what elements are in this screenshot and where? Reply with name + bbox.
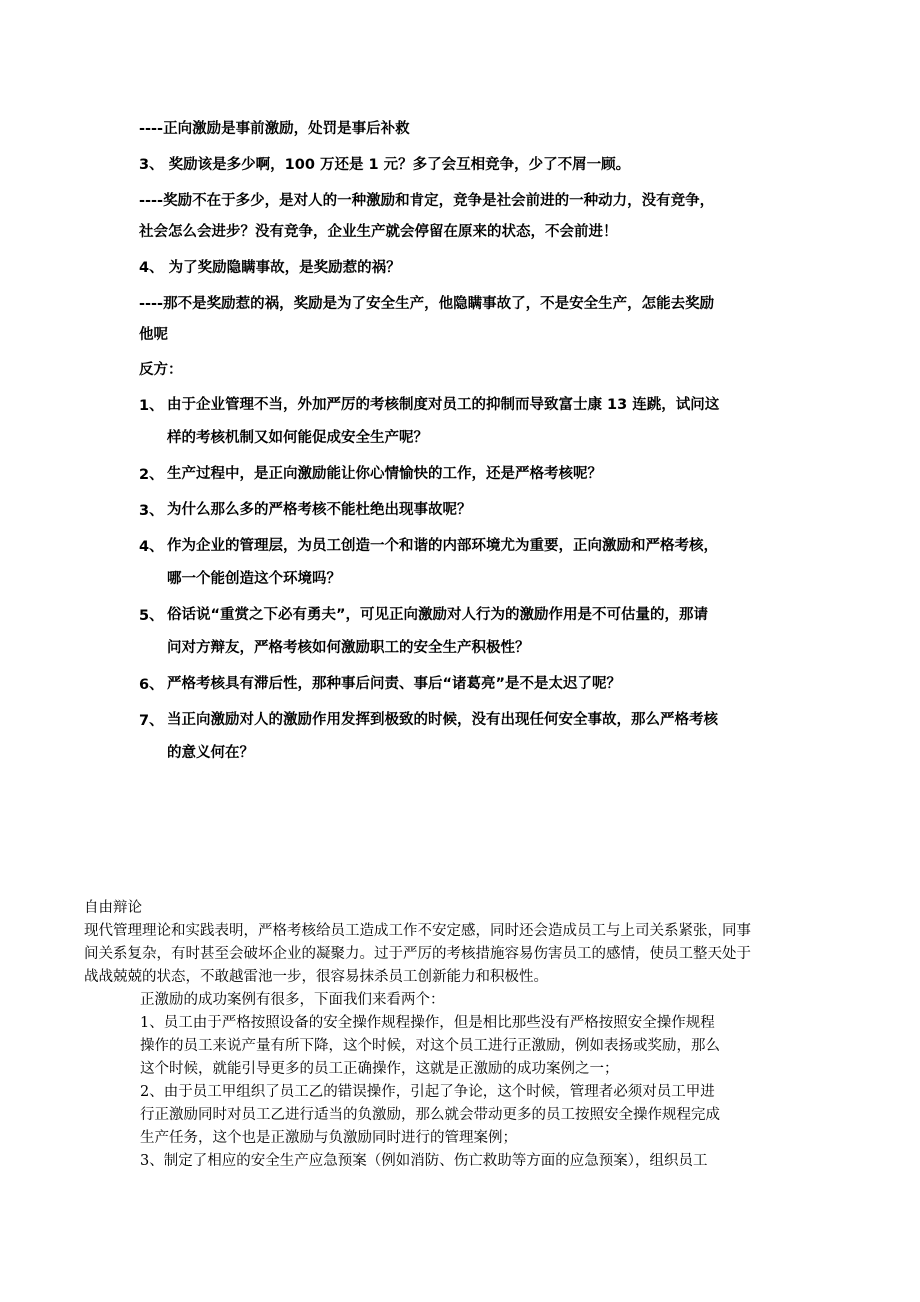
list-item bbox=[139, 604, 809, 659]
paragraph-line: 1、员工由于严格按照设备的安全操作规程操作，但是相比那些没有严格按照安全操作规程 bbox=[140, 1015, 715, 1031]
paragraph-line: 生产任务，这个也是正激励与负激励同时进行的管理案例； bbox=[140, 1130, 517, 1146]
paragraph-line: 3、制定了相应的安全生产应急预案（例如消防、伤亡救助等方面的应急预案），组织员工 bbox=[140, 1153, 708, 1169]
answer-3-line-2: 社会怎么会进步？没有竞争，企业生产就会停留在原来的状态，不会前进！ bbox=[139, 224, 618, 240]
answer-4-line-2: 他呢 bbox=[139, 327, 168, 343]
list-item-text: 为什么那么多的严格考核不能杜绝出现事故呢？ bbox=[167, 502, 472, 518]
section-heading: 自由辩论 bbox=[84, 900, 142, 916]
question-3: 3、 奖励该是多少啊，100 万还是 1 元？多了会互相竞争，少了不屑一顾。 bbox=[139, 157, 631, 173]
list-item-text: 哪一个能创造这个环境吗？ bbox=[167, 571, 341, 587]
list-item-text: 的意义何在？ bbox=[167, 745, 254, 761]
list-item bbox=[139, 673, 809, 695]
answer-3-line-1: ----奖励不在于多少，是对人的一种激励和肯定，竞争是社会前进的一种动力，没有竞争， bbox=[139, 193, 715, 209]
opposition-list bbox=[139, 394, 809, 764]
list-item bbox=[139, 463, 809, 485]
list-item-text: 作为企业的管理层，为员工创造一个和谐的内部环境尤为重要，正向激励和严格考核， bbox=[167, 538, 718, 554]
list-item-number: 7、 bbox=[139, 713, 164, 729]
paragraph-line: 这个时候，就能引导更多的员工正确操作，这就是正激励的成功案例之一； bbox=[140, 1061, 619, 1077]
list-item-number: 2、 bbox=[139, 467, 164, 483]
list-item-text: 俗话说“重赏之下必有勇夫”，可见正向激励对人行为的激励作用是不可估量的，那请 bbox=[167, 607, 709, 623]
list-item bbox=[139, 499, 809, 521]
paragraph-line: 现代管理理论和实践表明，严格考核给员工造成工作不安定感，同时还会造成员工与上司关系紧张，同事 bbox=[84, 923, 751, 939]
list-item-text: 生产过程中，是正向激励能让你心情愉快的工作，还是严格考核呢？ bbox=[167, 466, 602, 482]
list-item bbox=[139, 394, 809, 449]
answer-line: ----正向激励是事前激励，处罚是事后补救 bbox=[139, 121, 410, 137]
opposition-label: 反方： bbox=[139, 362, 183, 378]
list-item-number: 1、 bbox=[139, 398, 164, 414]
list-item-text: 当正向激励对人的激励作用发挥到极致的时候，没有出现任何安全事故，那么严格考核 bbox=[167, 712, 718, 728]
paragraph-line: 间关系复杂，有时甚至会破坏企业的凝聚力。过于严厉的考核措施容易伤害员工的感情，使员工整天处于 bbox=[84, 946, 751, 962]
list-item-number: 4、 bbox=[139, 539, 164, 555]
list-item-text: 样的考核机制又如何能促成安全生产呢？ bbox=[167, 430, 428, 446]
list-item bbox=[139, 709, 809, 764]
free-debate-section bbox=[84, 897, 844, 1173]
paragraph-line: 正激励的成功案例有很多，下面我们来看两个： bbox=[140, 992, 445, 1008]
paragraph-line: 操作的员工来说产量有所下降，这个时候，对这个员工进行正激励，例如表扬或奖励，那么 bbox=[140, 1038, 720, 1054]
paragraph-line: 2、由于员工甲组织了员工乙的错误操作，引起了争论，这个时候，管理者必须对员工甲进 bbox=[140, 1084, 715, 1100]
list-item-number: 5、 bbox=[139, 608, 164, 624]
list-item bbox=[139, 535, 809, 590]
list-item-text: 严格考核具有滞后性，那种事后问责、事后“诸葛亮”是不是太迟了呢？ bbox=[167, 676, 622, 692]
list-item-text: 问对方辩友，严格考核如何激励职工的安全生产积极性？ bbox=[167, 640, 530, 656]
list-item-number: 3、 bbox=[139, 503, 164, 519]
list-item-number: 6、 bbox=[139, 677, 164, 693]
question-4: 4、 为了奖励隐瞒事故，是奖励惹的祸？ bbox=[139, 260, 401, 276]
answer-4-line-1: ----那不是奖励惹的祸，奖励是为了安全生产，他隐瞒事故了，不是安全生产，怎能去奖励 bbox=[139, 296, 715, 312]
paragraph-line: 行正激励同时对员工乙进行适当的负激励，那么就会带动更多的员工按照安全操作规程完成 bbox=[140, 1107, 720, 1123]
paragraph-line: 战战兢兢的状态，不敢越雷池一步，很容易抹杀员工创新能力和积极性。 bbox=[84, 969, 548, 985]
list-item-text: 由于企业管理不当，外加严厉的考核制度对员工的抑制而导致富士康 13 连跳，试问这 bbox=[167, 397, 720, 413]
debate-questions-block bbox=[139, 118, 809, 764]
